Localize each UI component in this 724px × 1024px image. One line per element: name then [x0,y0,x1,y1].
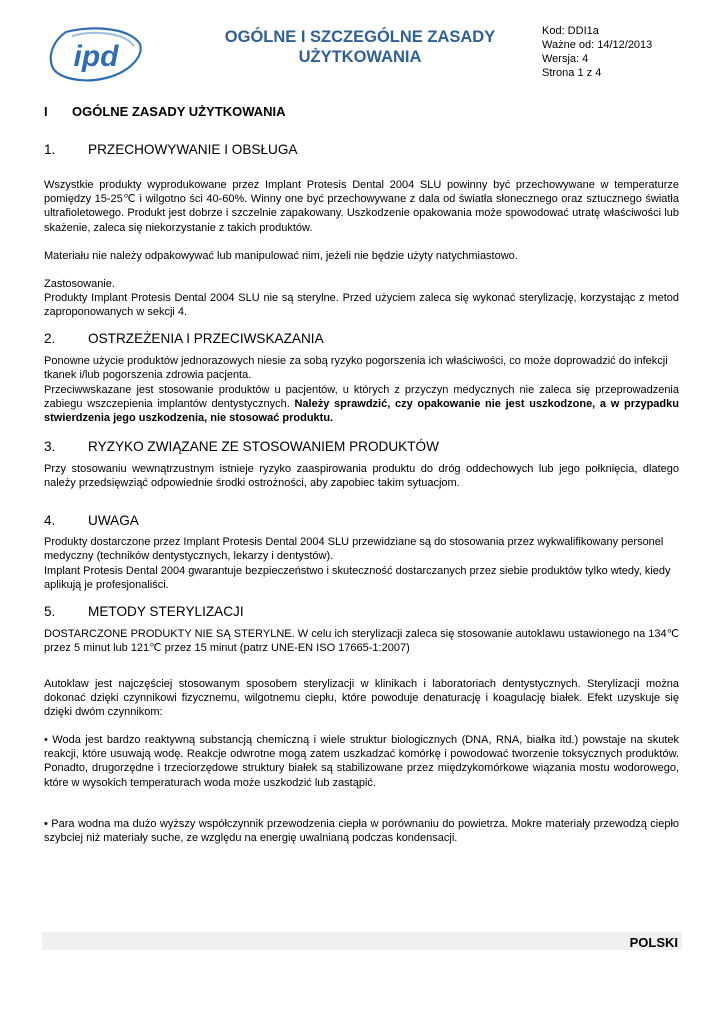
meta-version: Wersja: 4 [542,53,589,65]
ipd-logo [48,26,144,84]
section-2-heading [44,331,324,346]
section-number: 2. [44,331,56,346]
section-number: 5. [44,604,56,619]
part-heading [44,104,286,119]
section-number: 3. [44,439,56,454]
section-4-paragraph-1: Produkty dostarczone przez Implant Protesis Dental 2004 SLU przewidziane są do stosowania przez wykwalifikowany personel medyczny (techników dentystycznych, lekarzy i dentystów). [44,536,664,563]
footer-language: POLSKI [629,935,678,950]
section-title: OSTRZEŻENIA I PRZECIWSKAZANIA [88,331,324,346]
section-5-bullet-1: • Woda jest bardzo reaktywną substancją chemiczną i wiele struktur biologicznych (DNA, RNA, białka itd.) powstaje na skutek reakcji, które usuwają wodę. Reakcje odwrotne mogą zatem uszkadzać komórkę i powodować tworzenie toksycznych produktów. Ponadto, drugorzędne i trzeciorzędowe struktury białek są stabilizowane przez międzykomórkowe wiązania mostu wodorowego, które w wysokich temperaturach woda może uszkodzić lub zastąpić. [44,734,679,789]
section-number: 1. [44,142,56,157]
section-2-paragraph-2 [44,383,679,426]
section-1-heading [44,142,297,157]
part-title: OGÓLNE ZASADY UŻYTKOWANIA [72,104,286,119]
section-2-warning: Należy sprawdzić, czy opakowanie nie jest uszkodzone, a w przypadku stwierdzenia jego uszkodzenia, nie stosować produktu. [44,398,679,425]
section-3-heading [44,439,439,454]
section-title: RYZYKO ZWIĄZANE ZE STOSOWANIEM PRODUKTÓW [88,439,439,454]
logo-text: ipd [73,40,119,73]
section-2-text: Przeciwwskazane jest stosowanie produktów u pacjentów, u których z przyczyn medycznych nie zaleca się przeprowadzenia zabiegu wszczepienia implantów dentystycznych. [44,384,679,411]
section-title: PRZECHOWYWANIE I OBSŁUGA [88,142,298,157]
section-5-paragraph-2: Autoklaw jest najczęściej stosowanym sposobem sterylizacji w klinikach i laboratoriach dentystycznych. Sterylizacji można dokonać dzięki czynnikowi fizycznemu, wilgotnemu ciepłu, które powoduje denaturację i koagulację białek. Efekt uzyskuje się dzięki dwóm czynnikom: [44,678,679,719]
section-5-paragraph-1: DOSTARCZONE PRODUKTY NIE SĄ STERYLNE. W celu ich sterylizacji zaleca się stosowanie autoklawu ustawionego na 134℃ przez 5 minut lub 121℃ przez 15 minut (patrz UNE-EN ISO 17665-1:2007) [44,628,679,655]
section-4-paragraph-2: Implant Protesis Dental 2004 gwarantuje bezpieczeństwo i skuteczność dostarczanych przez siebie produktów tylko wtedy, kiedy aplikują je profesjonaliści. [44,565,671,592]
section-1-paragraph-2: Materiału nie należy odpakowywać lub manipulować nim, jeżeli nie będzie użyty natychmiastowo. [44,250,518,262]
section-5-bullet-2: • Para wodna ma dużo wyższy współczynnik przewodzenia ciepła w porównaniu do powietrza. Mokre materiały przewodzą ciepło szybciej niż materiały suche, ze względu na energię uwalnianą podczas kondensacji. [44,818,679,845]
document-meta [542,24,652,80]
section-3-paragraph-1: Przy stosowaniu wewnątrzustnym istnieje ryzyko zaaspirowania produktu do dróg oddechowych lub jego połknięcia, dlatego należy przedsięwziąć odpowiednie środki ostrożności, aby zapobiec takim sytuacjom. [44,463,679,490]
meta-code: Kod: DDI1a [542,25,599,37]
title-line-1: OGÓLNE I SZCZEGÓLNE ZASADY [224,28,496,46]
part-number: I [44,104,48,119]
page-title [190,27,530,67]
footer-bar [42,932,682,950]
section-number: 4. [44,513,56,528]
section-title: UWAGA [88,513,139,528]
meta-valid-from: Ważne od: 14/12/2013 [542,39,653,51]
section-1-paragraph-4: Produkty Implant Protesis Dental 2004 SLU nie są sterylne. Przed użyciem zaleca się wykonać sterylizację, korzystając z metod zaproponowanych w sekcji 4. [44,292,679,319]
section-1-paragraph-1: Wszystkie produkty wyprodukowane przez Implant Protesis Dental 2004 SLU powinny być przechowywane w temperaturze pomiędzy 15-25℃ i wilgotno ści 40-60%. Winny one być przechowywane z dala od światła słonecznego oraz sztucznego światła ultrafioletowego. Produkt jest dobrze i szczelnie zapakowany. Uszkodzenie opakowania może spowodować utratę właściwości lub skażenie, zaleca się niekorzystanie z takich produktów. [44,179,679,234]
section-2-paragraph-1: Ponowne użycie produktów jednorazowych niesie za sobą ryzyko pogorszenia ich właściwości, co może doprowadzić do infekcji tkanek i/lub pogorszenia zdrowia pacjenta. [44,355,668,382]
section-5-heading [44,604,244,619]
section-4-heading [44,513,139,528]
section-1-paragraph-3: Zastosowanie. [44,278,115,290]
title-line-2: UŻYTKOWANIA [298,48,422,66]
meta-page: Strona 1 z 4 [542,67,602,79]
section-title: METODY STERYLIZACJI [88,604,244,619]
